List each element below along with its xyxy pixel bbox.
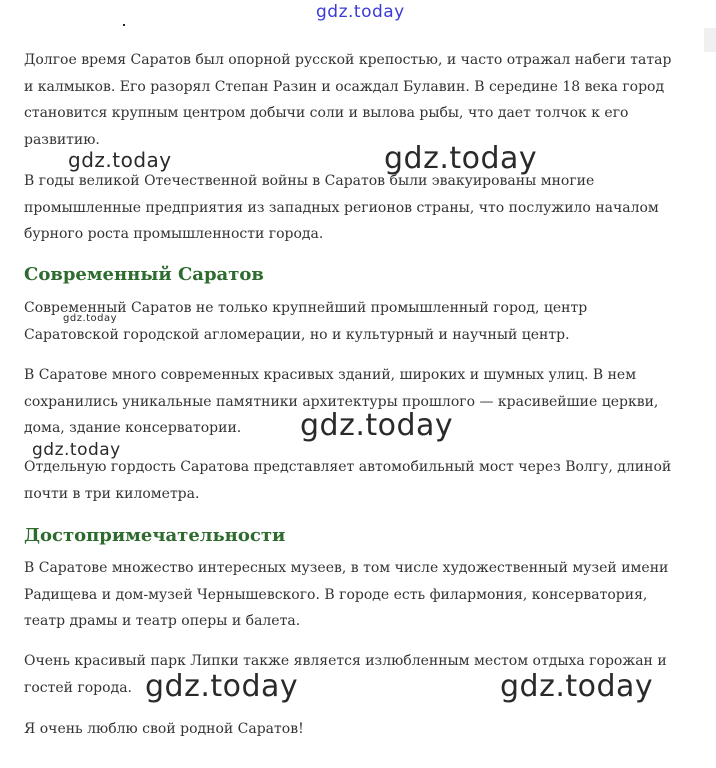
watermark: gdz.today — [384, 141, 538, 176]
paragraph-sights-1: В Саратове множество интересных музеев, в том числе художественный музей имени Радищева и дом-музей Чернышевского. В городе есть филармония, консерватория, театр драмы и театр оперы и балета. — [24, 560, 669, 629]
paragraph-sights-3: Я очень люблю свой родной Саратов! — [24, 721, 304, 737]
paragraph-modern-1: Современный Саратов не только крупнейший промышленный город, центр Саратовской городской агломерации, но и культурный и научный центр. — [24, 300, 588, 343]
scrollbar-stub[interactable] — [704, 28, 716, 52]
watermark-top: gdz.today — [316, 2, 405, 22]
paragraph-war: В годы великой Отечественной войны в Саратов были эвакуированы многие промышленные предприятия из западных регионов страны, что послужило началом бурного роста промышленности города. — [24, 173, 659, 242]
watermark: gdz.today — [68, 148, 172, 172]
paragraph-modern-2: В Саратове много современных красивых зданий, широких и шумных улиц. В нем сохранились уникальные памятники архитектуры прошлого — красивейшие церкви, дома, здание консерватории. — [24, 367, 659, 436]
heading-sights: Достопримечательности — [24, 525, 286, 546]
watermark: gdz.today — [500, 669, 654, 704]
paragraph-modern-3: Отдельную гордость Саратова представляет автомобильный мост через Волгу, длиной почти в три километра. — [24, 459, 672, 502]
watermark: gdz.today — [300, 408, 454, 443]
watermark: gdz.today — [32, 440, 121, 460]
watermark: gdz.today — [145, 669, 299, 704]
paragraph-sights-2: Очень красивый парк Липки также является излюбленным местом отдыха горожан и гостей города. — [24, 653, 667, 696]
stray-dot — [123, 24, 125, 26]
paragraph-history: Долгое время Саратов был опорной русской крепостью, и часто отражал набеги татар и калмыков. Его разорял Степан Разин и осаждал Булавин. В середине 18 века город становится крупным центром добычи соли и вылова рыбы, что дает толчок к его развитию. — [24, 52, 672, 148]
heading-modern-saratov: Современный Саратов — [24, 264, 264, 285]
watermark: gdz.today — [63, 313, 118, 324]
